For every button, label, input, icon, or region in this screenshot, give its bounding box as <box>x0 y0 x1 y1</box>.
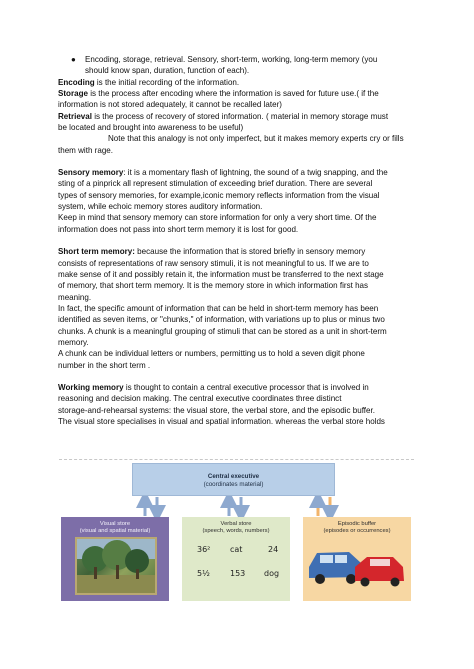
landscape-painting-image <box>75 537 157 595</box>
encoding-paragraph: Encoding is the initial recording of the information. <box>58 77 240 87</box>
working-memory-diagram <box>59 459 414 607</box>
working-memory-paragraph: Working memory is thought to contain a central executive processor that is involved in <box>58 382 369 392</box>
bullet-dot-icon: ● <box>71 55 76 64</box>
verbal-item: 5½ <box>197 569 210 578</box>
body-text: ● Encoding, storage, retrieval. Sensory, short-term, working, long-term memory (you should know span, duration, function of each). Encoding is the initial recording of the information. Storage is the process after encoding where the information is saved for future use.( if the information is not stored adequately, it cannot be recalled later) Retrieval is the process of recovery of stored information. ( material in memory storage must be located and brought into awareness to be useful) Note that this analogy is not only imperfect, but it makes memory experts cry or fills them with rage. Sensory memory: it is a momentary flash of lightning, the sound of a twig snapping, and the sting of a pinprick all represent stimulation of exceeding brief duration. There are several types of sensory memories, for example,iconic memory reflects information from the visual system, while echoic memory stores auditory information. Keep in mind that sensory memory can store information for only a very short time. Of the information does not pass into short term memory it is lost for good. Short term memory: because the information that is stored briefly in sensory memory consists of representations of raw sensory stimuli, it is not meaningful to us. If we are to make sense of it and possibly retain it, the information must be transferred to the next stage of memory, that short term memory. It is the memory store in which information first has meaning. In fact, the specific amount of information that can be held in short-term memory has been identified as seven items, or "chunks," of information, with variations up to plus or minus two chunks. A chunk is a meaningful grouping of stimuli that can be stored as a unit in short-term memory. A chunk can be individual letters or numbers, permitting us to hold a seven digit phone number in the short term . Working memory is thought to contain a central executive processor that is involved in reasoning and decision making. The central executive coordinates three distinct storage-and-rehearsal systems: the visual store, the verbal store, and the episodic buffer. The visual store specialises in visual and spatial information. whereas the verbal store holds <box>58 54 424 427</box>
storage-paragraph: Storage is the process after encoding where the information is saved for future use.( if the <box>58 89 379 99</box>
verbal-item: dog <box>264 569 280 578</box>
verbal-item: 153 <box>230 569 246 578</box>
verbal-item: 24 <box>268 545 279 554</box>
bullet-item: ● Encoding, storage, retrieval. Sensory, short-term, working, long-term memory (you <box>71 55 378 64</box>
central-executive-box: Central executive (coordinates material) <box>132 463 335 496</box>
sensory-paragraph: Sensory memory: it is a momentary flash of lightning, the sound of a twig snapping, and the <box>58 168 388 178</box>
retrieval-paragraph: Retrieval is the process of recovery of stored information. ( material in memory storage must <box>58 111 389 121</box>
short-term-paragraph: Short term memory: because the information that is stored briefly in sensory memory <box>58 247 366 257</box>
verbal-store-box: Verbal store (speech, words, numbers) 36² cat 24 5½ 153 dog <box>182 517 290 601</box>
visual-store-box: Visual store (visual and spatial material) <box>61 517 169 601</box>
episodic-buffer-box: Episodic buffer (episodes or occurrences) <box>303 517 411 601</box>
verbal-item: cat <box>230 545 243 554</box>
note-paragraph: Note that this analogy is not only imperfect, but it makes memory experts cry or fills <box>108 134 404 144</box>
verbal-item: 36² <box>197 545 211 554</box>
car-collision-image <box>303 537 411 599</box>
